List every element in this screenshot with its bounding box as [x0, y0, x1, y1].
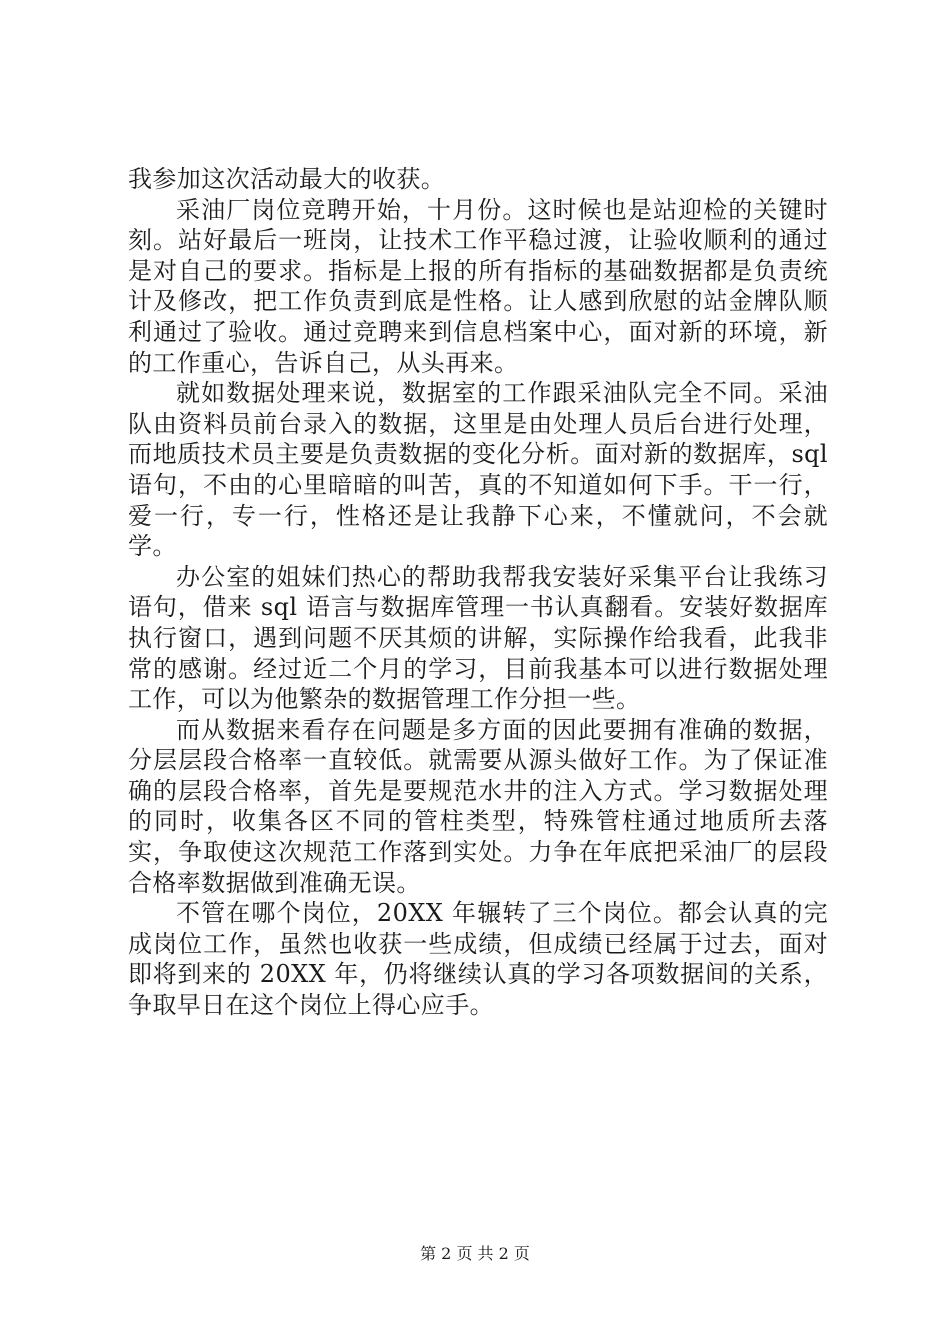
- paragraph-data-problems: 而从数据来看存在问题是多方面的因此要拥有准确的数据，分层层段合格率一直较低。就需要从源头做好工作。为了保证准确的层段合格率，首先是要规范水井的注入方式。学习数据处理的同时，收集各区不同的管柱类型，特殊管柱通过地质所去落实，争取使这次规范工作落到实处。力争在年底把采油厂的层段合格率数据做到准确无误。: [128, 715, 828, 897]
- paragraph-continued: 我参加这次活动最大的收获。: [128, 165, 446, 193]
- page-number-footer: 第 2 页 共 2 页: [420, 1244, 530, 1263]
- paragraph-conclusion: 不管在哪个岗位，20XX 年辗转了三个岗位。都会认真的完成岗位工作，虽然也收获一些成绩，但成绩已经属于过去，面对即将到来的 20XX 年，仍将继续认真的学习各项数据间的关系，争取早日在这个岗位上得心应手。: [128, 899, 828, 1020]
- body-text: [128, 164, 828, 1021]
- paragraph-office-help: 办公室的姐妹们热心的帮助我帮我安装好采集平台让我练习语句，借来 sql 语言与数据库管理一书认真翻看。安装好数据库执行窗口，遇到问题不厌其烦的讲解，实际操作给我看，此我非常的感谢。经过近二个月的学习，目前我基本可以进行数据处理工作，可以为他繁杂的数据管理工作分担一些。: [128, 562, 828, 714]
- paragraph-recruitment: 采油厂岗位竞聘开始，十月份。这时候也是站迎检的关键时刻。站好最后一班岗，让技术工作平稳过渡，让验收顺利的通过是对自己的要求。指标是上报的所有指标的基础数据都是负责统计及修改，把工作负责到底是性格。让人感到欣慰的站金牌队顺利通过了验收。通过竞聘来到信息档案中心，面对新的环境，新的工作重心，告诉自己，从头再来。: [128, 195, 828, 377]
- paragraph-data-processing: 就如数据处理来说，数据室的工作跟采油队完全不同。采油队由资料员前台录入的数据，这里是由处理人员后台进行处理，而地质技术员主要是负责数据的变化分析。面对新的数据库，sql 语句，不由的心里暗暗的叫苦，真的不知道如何下手。干一行，爱一行，专一行，性格还是让我静下心来，不懂就问，不会就学。: [128, 379, 828, 561]
